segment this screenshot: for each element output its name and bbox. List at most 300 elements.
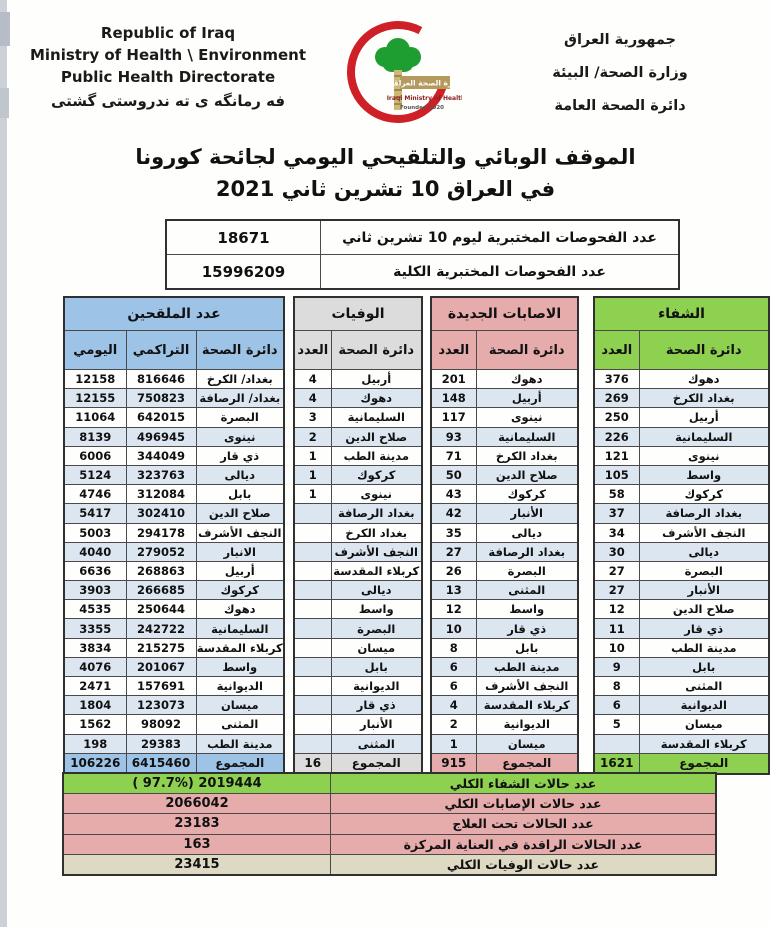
count-cell (294, 657, 331, 676)
deaths-table-title: الوفيات (294, 297, 422, 331)
table-row (594, 465, 769, 484)
table-row (431, 734, 578, 753)
daily-cell: 11064 (64, 408, 126, 427)
directorate-cell: بابل (196, 485, 284, 504)
directorate-cell: دهوك (196, 600, 284, 619)
total-row (431, 753, 578, 774)
daily-cell: 6006 (64, 446, 126, 465)
vaccinated-total-daily: 106226 (64, 753, 126, 774)
daily-cell: 3834 (64, 638, 126, 657)
directorate-cell: كربلاء المقدسة (476, 696, 578, 715)
cumulative-cell: 242722 (126, 619, 196, 638)
count-cell: 27 (431, 542, 476, 561)
table-row (64, 600, 284, 619)
summary-value: 23415 (63, 854, 331, 875)
total-label: المجموع (331, 753, 422, 774)
table-row (594, 408, 769, 427)
directorate-cell: واسط (331, 600, 422, 619)
directorate-cell: دهوك (639, 370, 769, 389)
directorate-cell: نينوى (476, 408, 578, 427)
directorate-cell: أربيل (639, 408, 769, 427)
count-cell: 37 (594, 504, 639, 523)
deaths-table (293, 296, 421, 775)
directorate-cell: كربلاء المقدسة (196, 638, 284, 657)
tests-table-wrap (165, 219, 680, 290)
daily-cell: 1562 (64, 715, 126, 734)
count-cell: 34 (594, 523, 639, 542)
daily-cell: 3355 (64, 619, 126, 638)
table-row (64, 408, 284, 427)
scan-edge-strip (0, 0, 7, 927)
table-row (594, 427, 769, 446)
cumulative-cell: 496945 (126, 427, 196, 446)
table-row (64, 446, 284, 465)
daily-cell: 5417 (64, 504, 126, 523)
total-label: المجموع (196, 753, 284, 774)
count-cell: 50 (431, 465, 476, 484)
header-ar-line-2: وزارة الصحة/ البيئة (552, 65, 688, 81)
directorate-cell: بابل (331, 657, 422, 676)
table-row (431, 696, 578, 715)
directorate-cell: الديوانية (196, 677, 284, 696)
directorate-cell: ذي قار (196, 446, 284, 465)
cumulative-cell: 157691 (126, 677, 196, 696)
table-row (594, 389, 769, 408)
table-row (64, 638, 284, 657)
directorate-cell: كركوك (331, 465, 422, 484)
table-row (63, 814, 716, 834)
table-row (294, 715, 422, 734)
table-row (166, 220, 679, 255)
table-row (294, 600, 422, 619)
table-row (63, 854, 716, 875)
table-row (63, 773, 716, 794)
table-row (294, 696, 422, 715)
count-cell: 12 (594, 600, 639, 619)
summary-value: ( 97.7%) 2019444 (63, 773, 331, 794)
cumulative-cell: 642015 (126, 408, 196, 427)
table-row (594, 734, 769, 753)
table-row (431, 465, 578, 484)
count-cell: 27 (594, 561, 639, 580)
count-cell: 58 (594, 485, 639, 504)
table-row (594, 677, 769, 696)
count-cell (294, 581, 331, 600)
summary-value: 2066042 (63, 794, 331, 814)
count-cell: 13 (431, 581, 476, 600)
directorate-cell: السليمانية (476, 427, 578, 446)
daily-tests-value: 18671 (166, 220, 321, 255)
column-header-directorate: دائرة الصحة (476, 331, 578, 370)
count-cell: 12 (431, 600, 476, 619)
daily-cell: 8139 (64, 427, 126, 446)
directorate-cell: الأنبار (331, 715, 422, 734)
daily-cell: 12155 (64, 389, 126, 408)
table-row (431, 370, 578, 389)
directorate-cell: أربيل (196, 561, 284, 580)
recovery-table (593, 296, 768, 775)
directorate-cell: النجف الأشرف (331, 542, 422, 561)
column-header-count: العدد (594, 331, 639, 370)
cumulative-cell: 323763 (126, 465, 196, 484)
count-cell: 8 (431, 638, 476, 657)
table-row (294, 581, 422, 600)
directorate-cell: الانبار (196, 542, 284, 561)
count-cell: 148 (431, 389, 476, 408)
column-header-count: العدد (431, 331, 476, 370)
total-label: المجموع (476, 753, 578, 774)
total-tests-label: عدد الفحوصات المختبرية الكلية (321, 255, 680, 290)
directorate-cell: كركوك (476, 485, 578, 504)
cumulative-cell: 215275 (126, 638, 196, 657)
directorate-cell: المثنى (196, 715, 284, 734)
table-row (64, 734, 284, 753)
count-cell: 1 (431, 734, 476, 753)
directorate-cell: صلاح الدين (476, 465, 578, 484)
table-row (64, 657, 284, 676)
count-cell: 10 (431, 619, 476, 638)
table-row (294, 523, 422, 542)
directorate-cell: بغداد الكرخ (476, 446, 578, 465)
directorate-cell: كركوك (639, 485, 769, 504)
count-cell: 10 (594, 638, 639, 657)
directorate-cell: نينوى (196, 427, 284, 446)
directorate-cell: النجف الأشرف (639, 523, 769, 542)
table-row (594, 446, 769, 465)
cumulative-cell: 201067 (126, 657, 196, 676)
count-cell: 250 (594, 408, 639, 427)
directorate-cell: نينوى (331, 485, 422, 504)
count-cell: 269 (594, 389, 639, 408)
table-row (594, 523, 769, 542)
report-title-line-1: الموقف الوبائي والتلقيحي اليومي لجائحة كورونا (135, 145, 636, 169)
count-cell: 93 (431, 427, 476, 446)
count-cell: 11 (594, 619, 639, 638)
count-cell: 6 (594, 696, 639, 715)
daily-cell: 4535 (64, 600, 126, 619)
table-row (64, 619, 284, 638)
total-label: المجموع (639, 753, 769, 774)
recovery-table-title: الشفاء (594, 297, 769, 331)
summary-label: عدد حالات الإصابات الكلي (331, 794, 717, 814)
directorate-cell: كربلاء المقدسة (331, 561, 422, 580)
report-title-line-2: في العراق 10 تشرين ثاني 2021 (215, 177, 556, 201)
table-row (64, 370, 284, 389)
cumulative-cell: 268863 (126, 561, 196, 580)
table-row (594, 370, 769, 389)
logo-banner-text: وزارة الصحة العراقية (386, 78, 462, 88)
table-row (294, 638, 422, 657)
table-row (594, 485, 769, 504)
cumulative-cell: 123073 (126, 696, 196, 715)
table-row (64, 485, 284, 504)
directorate-cell: بابل (476, 638, 578, 657)
table-row (64, 389, 284, 408)
total-tests-value: 15996209 (166, 255, 321, 290)
table-row (64, 465, 284, 484)
table-row (64, 677, 284, 696)
directorate-cell: السليمانية (196, 619, 284, 638)
directorate-cell: ميسان (196, 696, 284, 715)
daily-cell: 4746 (64, 485, 126, 504)
table-row (431, 677, 578, 696)
table-row (431, 619, 578, 638)
table-row (294, 504, 422, 523)
header-ar-line-1: جمهورية العراق (563, 32, 677, 48)
directorate-cell: مدينة الطب (331, 446, 422, 465)
column-header-daily: اليومي (64, 331, 126, 370)
table-row (294, 446, 422, 465)
count-cell (294, 715, 331, 734)
table-row (594, 581, 769, 600)
count-cell: 117 (431, 408, 476, 427)
table-row (594, 715, 769, 734)
header-english-block (28, 22, 308, 114)
count-cell: 376 (594, 370, 639, 389)
directorate-cell: البصرة (331, 619, 422, 638)
summary-label: عدد حالات الشفاء الكلي (331, 773, 717, 794)
table-row (64, 715, 284, 734)
table-row (594, 561, 769, 580)
count-cell: 4 (431, 696, 476, 715)
count-cell: 6 (431, 677, 476, 696)
directorate-cell: دهوك (331, 389, 422, 408)
directorate-cell: بغداد/ الكرخ (196, 370, 284, 389)
daily-cell: 6636 (64, 561, 126, 580)
count-cell (594, 734, 639, 753)
daily-cell: 4076 (64, 657, 126, 676)
table-row (431, 581, 578, 600)
table-row (166, 255, 679, 290)
table-row (64, 542, 284, 561)
count-cell (294, 504, 331, 523)
table-row (594, 657, 769, 676)
table-row (64, 696, 284, 715)
summary-table (62, 772, 717, 876)
deaths-total-value: 16 (294, 753, 331, 774)
directorate-cell: ميسان (331, 638, 422, 657)
table-row (594, 600, 769, 619)
directorate-cell: ديالى (476, 523, 578, 542)
directorate-cell: الديوانية (639, 696, 769, 715)
cumulative-cell: 302410 (126, 504, 196, 523)
directorate-cell: ذي قار (476, 619, 578, 638)
directorate-cell: صلاح الدين (639, 600, 769, 619)
count-cell (294, 696, 331, 715)
directorate-cell: ميسان (476, 734, 578, 753)
table-row (431, 715, 578, 734)
directorate-cell: ميسان (639, 715, 769, 734)
new-infections-table (430, 296, 577, 775)
directorate-cell: البصرة (639, 561, 769, 580)
logo-subtitle-text: Iraqi Ministry of Health (386, 95, 462, 102)
directorate-cell: بغداد الرصافة (331, 504, 422, 523)
count-cell: 226 (594, 427, 639, 446)
directorate-cell: النجف الأشرف (196, 523, 284, 542)
cumulative-cell: 294178 (126, 523, 196, 542)
directorate-cell: أربيل (476, 389, 578, 408)
table-row (431, 427, 578, 446)
directorate-cell: بابل (639, 657, 769, 676)
directorate-cell: واسط (196, 657, 284, 676)
table-row (431, 657, 578, 676)
table-row (431, 638, 578, 657)
table-row (431, 504, 578, 523)
table-row (431, 542, 578, 561)
directorate-cell: كركوك (196, 581, 284, 600)
table-row (63, 834, 716, 854)
table-row (294, 389, 422, 408)
table-row (294, 734, 422, 753)
count-cell: 5 (594, 715, 639, 734)
table-row (64, 581, 284, 600)
table-row (431, 408, 578, 427)
count-cell: 105 (594, 465, 639, 484)
directorate-cell: صلاح الدين (331, 427, 422, 446)
count-cell (294, 600, 331, 619)
cumulative-cell: 816646 (126, 370, 196, 389)
count-cell: 42 (431, 504, 476, 523)
table-row (294, 542, 422, 561)
directorate-cell: بغداد الكرخ (639, 389, 769, 408)
table-row (431, 523, 578, 542)
total-row (64, 753, 284, 774)
summary-label: عدد الحالات تحت العلاج (331, 814, 717, 834)
directorate-cell: البصرة (476, 561, 578, 580)
logo-founded-text: Founded 1920 (400, 105, 444, 111)
ministry-logo-graphic (338, 12, 462, 130)
directorate-cell: النجف الأشرف (476, 677, 578, 696)
palm-tree-icon (375, 38, 421, 72)
summary-table-wrap (62, 772, 717, 876)
infections-table-title: الاصابات الجديدة (431, 297, 578, 331)
daily-cell: 4040 (64, 542, 126, 561)
directorate-cell: ديالى (196, 465, 284, 484)
count-cell: 27 (594, 581, 639, 600)
directorate-cell: مدينة الطب (639, 638, 769, 657)
header-kurdish-line: فه رمانگه ی ته ندروستی گشتی (50, 92, 286, 110)
directorate-cell: واسط (476, 600, 578, 619)
count-cell (294, 734, 331, 753)
count-cell: 3 (294, 408, 331, 427)
directorate-cell: المثنى (331, 734, 422, 753)
summary-label: عدد الحالات الراقدة في العناية المركزة (331, 834, 717, 854)
header-arabic-block (515, 24, 725, 123)
header-ar-line-3: دائرة الصحة العامة (554, 98, 686, 114)
directorate-cell: دهوك (476, 370, 578, 389)
scan-edge-mark (0, 12, 10, 46)
count-cell (294, 619, 331, 638)
table-row (431, 389, 578, 408)
vaccinated-total-cumulative: 6415460 (126, 753, 196, 774)
table-row (294, 619, 422, 638)
cumulative-cell: 29383 (126, 734, 196, 753)
daily-cell: 2471 (64, 677, 126, 696)
count-cell: 201 (431, 370, 476, 389)
cumulative-cell: 250644 (126, 600, 196, 619)
count-cell: 8 (594, 677, 639, 696)
directorate-cell: الديوانية (331, 677, 422, 696)
table-row (294, 427, 422, 446)
column-header-cumulative: التراكمي (126, 331, 196, 370)
table-row (594, 638, 769, 657)
table-row (431, 446, 578, 465)
directorate-cell: بغداد الرصافة (476, 542, 578, 561)
table-row (294, 657, 422, 676)
table-row (294, 370, 422, 389)
daily-cell: 5124 (64, 465, 126, 484)
directorate-cell: كربلاء المقدسة (639, 734, 769, 753)
count-cell (294, 523, 331, 542)
count-cell: 1 (294, 446, 331, 465)
total-row (294, 753, 422, 774)
daily-tests-label: عدد الفحوصات المختبرية ليوم 10 تشرين ثاني (321, 220, 680, 255)
directorate-cell: السليمانية (639, 427, 769, 446)
infections-total-value: 915 (431, 753, 476, 774)
directorate-cell: الأنبار (476, 504, 578, 523)
table-row (63, 794, 716, 814)
directorate-cell: صلاح الدين (196, 504, 284, 523)
count-cell (294, 542, 331, 561)
cumulative-cell: 750823 (126, 389, 196, 408)
vaccinated-table-title: عدد الملقحين (64, 297, 284, 331)
count-cell: 121 (594, 446, 639, 465)
directorate-cell: ديالى (331, 581, 422, 600)
directorate-cell: مدينة الطب (196, 734, 284, 753)
count-cell: 71 (431, 446, 476, 465)
count-cell: 6 (431, 657, 476, 676)
directorate-cell: بغداد/ الرصافة (196, 389, 284, 408)
daily-cell: 1804 (64, 696, 126, 715)
directorate-cell: ديالى (639, 542, 769, 561)
count-cell: 30 (594, 542, 639, 561)
recovery-total-value: 1621 (594, 753, 639, 774)
report-title (0, 141, 771, 205)
table-row (431, 600, 578, 619)
table-row (64, 561, 284, 580)
directorate-tables (62, 296, 768, 775)
table-row (64, 523, 284, 542)
table-row (431, 485, 578, 504)
table-row (294, 485, 422, 504)
daily-cell: 198 (64, 734, 126, 753)
table-row (294, 677, 422, 696)
count-cell (294, 638, 331, 657)
table-row (431, 561, 578, 580)
count-cell (294, 677, 331, 696)
column-header-count: العدد (294, 331, 331, 370)
total-row (594, 753, 769, 774)
count-cell: 26 (431, 561, 476, 580)
cumulative-cell: 344049 (126, 446, 196, 465)
count-cell: 2 (431, 715, 476, 734)
directorate-cell: أربيل (331, 370, 422, 389)
directorate-cell: المثنى (639, 677, 769, 696)
directorate-cell: مدينة الطب (476, 657, 578, 676)
cumulative-cell: 279052 (126, 542, 196, 561)
directorate-cell: واسط (639, 465, 769, 484)
count-cell: 9 (594, 657, 639, 676)
cumulative-cell: 312084 (126, 485, 196, 504)
daily-cell: 12158 (64, 370, 126, 389)
tests-table (165, 219, 680, 290)
header-en-line-3: Public Health Directorate (60, 68, 276, 86)
count-cell: 4 (294, 389, 331, 408)
vaccinated-table (63, 296, 283, 775)
count-cell: 4 (294, 370, 331, 389)
directorate-cell: ذي قار (639, 619, 769, 638)
table-row (294, 408, 422, 427)
